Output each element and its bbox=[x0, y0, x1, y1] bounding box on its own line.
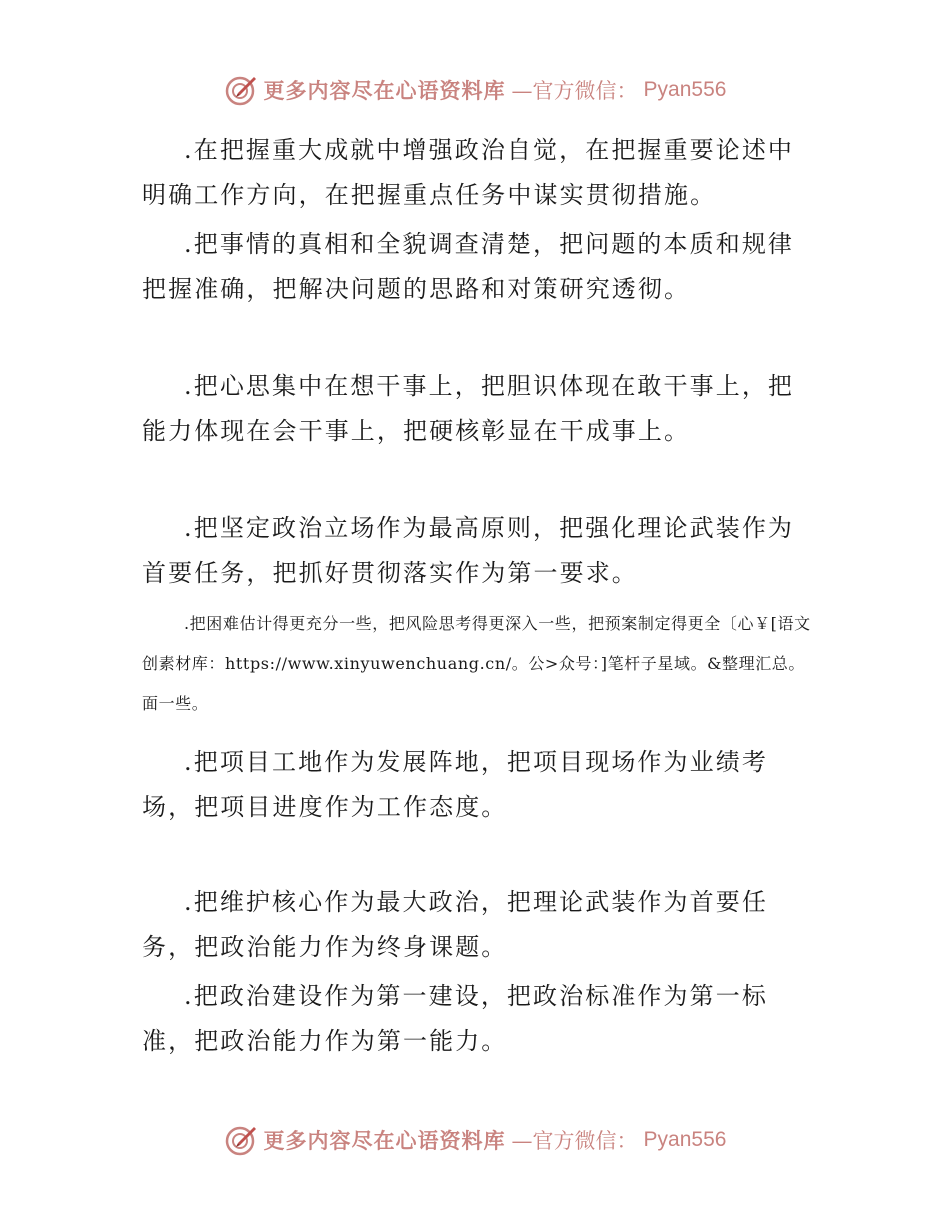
paragraph-7: .把维护核心作为最大政治，把理论武装作为首要任务，把政治能力作为终身课题。 bbox=[142, 888, 768, 961]
paragraph-8: .把政治建设作为第一建设，把政治标准作为第一标准，把政治能力作为第一能力。 bbox=[142, 982, 768, 1055]
paragraph-1: .在把握重大成就中增强政治自觉，在把握重要论述中明确工作方向，在把握重点任务中谋实贯彻措施。 bbox=[142, 136, 795, 209]
banner-official-label: —官方微信： bbox=[511, 79, 638, 103]
banner-wechat-handle: Pyan556 bbox=[643, 1128, 727, 1151]
paragraph-5-small: .把困难估计得更充分一些，把风险思考得更深入一些，把预案制定得更全〔心￥[语文创素材库：https://www.xinyuwenchuang.cn/。公>众号：]笔杆子星域。&整理汇总。面一些。 bbox=[142, 614, 811, 713]
header-banner bbox=[0, 70, 950, 110]
paragraph-2: .把事情的真相和全貌调查清楚，把问题的本质和规律把握准确，把解决问题的思路和对策研究透彻。 bbox=[142, 230, 795, 303]
paragraph-4: .把坚定政治立场作为最高原则，把强化理论武装作为首要任务，把抓好贯彻落实作为第一要求。 bbox=[142, 514, 795, 587]
banner-brand-text: 更多内容尽在心语资料库 bbox=[263, 78, 506, 103]
fountain-pen-logo-icon bbox=[224, 1123, 258, 1157]
footer-banner bbox=[0, 1120, 950, 1160]
banner-brand-text: 更多内容尽在心语资料库 bbox=[263, 1128, 506, 1153]
fountain-pen-logo-icon bbox=[224, 73, 258, 107]
paragraph-6: .把项目工地作为发展阵地，把项目现场作为业绩考场，把项目进度作为工作态度。 bbox=[142, 748, 768, 821]
banner-wechat-handle: Pyan556 bbox=[643, 78, 727, 101]
paragraph-3: .把心思集中在想干事上，把胆识体现在敢干事上，把能力体现在会干事上，把硬核彰显在干成事上。 bbox=[142, 372, 795, 445]
banner-official-label: —官方微信： bbox=[511, 1129, 638, 1153]
